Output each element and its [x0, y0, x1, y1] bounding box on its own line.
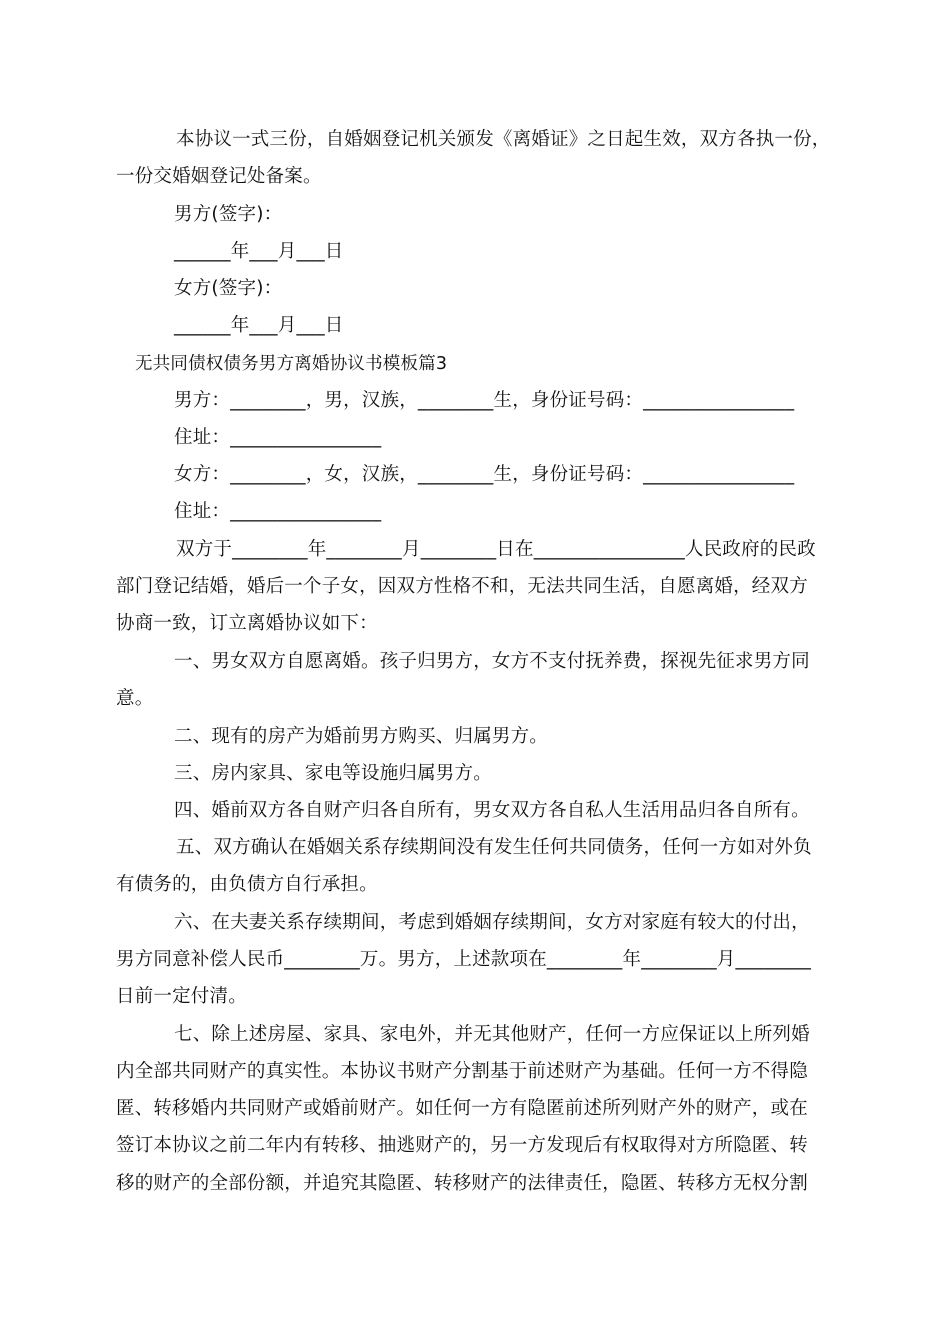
text-line: 男方(签字)：: [174, 204, 283, 225]
text-line: 女方(签字)：: [174, 278, 283, 299]
text-line: 一份交婚姻登记处备案。: [116, 166, 322, 187]
text-line: 移的财产的全部份额，并追究其隐匿、转移财产的法律责任，隐匿、转移方无权分割: [116, 1173, 808, 1194]
text-line: 女方：________，女，汉族，________生，身份证号码：________________: [174, 464, 795, 485]
text-line: 住址：________________: [174, 501, 382, 522]
section-title: 无共同债权债务男方离婚协议书模板篇3: [135, 354, 448, 374]
text-line: 意。: [116, 688, 154, 709]
text-line: 协商一致，订立离婚协议如下：: [116, 613, 378, 634]
text-line: 日前一定付清。: [116, 986, 247, 1007]
text-line: 三、房内家具、家电等设施归属男方。: [174, 763, 492, 784]
text-line: 签订本协议之前二年内有转移、抽逃财产的，另一方发现后有权取得对方所隐匿、转: [116, 1135, 808, 1156]
text-line: 部门登记结婚，婚后一个子女，因双方性格不和，无法共同生活，自愿离婚，经双方: [116, 576, 808, 597]
text-line: 四、婚前双方各自财产归各自所有，男女双方各自私人生活用品归各自所有。: [174, 800, 810, 821]
text-line: 本协议一式三份，自婚姻登记机关颁发《离婚证》之日起生效，双方各执一份，: [176, 129, 831, 150]
text-line: 双方于________年________月________日在________________人民政府的民政: [176, 539, 816, 560]
text-line: 五、双方确认在婚姻关系存续期间没有发生任何共同债务，任何一方如对外负: [176, 837, 812, 858]
text-line: 住址：________________: [174, 427, 382, 448]
text-line: 二、现有的房产为婚前男方购买、归属男方。: [174, 726, 549, 747]
text-line: 有债务的，由负债方自行承担。: [116, 874, 378, 895]
text-line: 一、男女双方自愿离婚。孩子归男方，女方不支付抚养费，探视先征求男方同: [174, 651, 810, 672]
text-line: 七、除上述房屋、家具、家电外，并无其他财产，任何一方应保证以上所列婚: [174, 1024, 810, 1045]
text-line: 男方同意补偿人民币________万。男方，上述款项在________年________月________: [116, 949, 812, 970]
text-line: ______年___月___日: [174, 315, 344, 336]
text-line: 内全部共同财产的真实性。本协议书财产分割基于前述财产为基础。任何一方不得隐: [116, 1061, 808, 1082]
text-line: 男方：________，男，汉族，________生，身份证号码：________________: [174, 390, 795, 411]
text-line: 六、在夫妻关系存续期间，考虑到婚姻存续期间，女方对家庭有较大的付出，: [174, 912, 810, 933]
text-line: ______年___月___日: [174, 241, 344, 262]
text-line: 匿、转移婚内共同财产或婚前财产。如任何一方有隐匿前述所列财产外的财产，或在: [116, 1098, 808, 1119]
